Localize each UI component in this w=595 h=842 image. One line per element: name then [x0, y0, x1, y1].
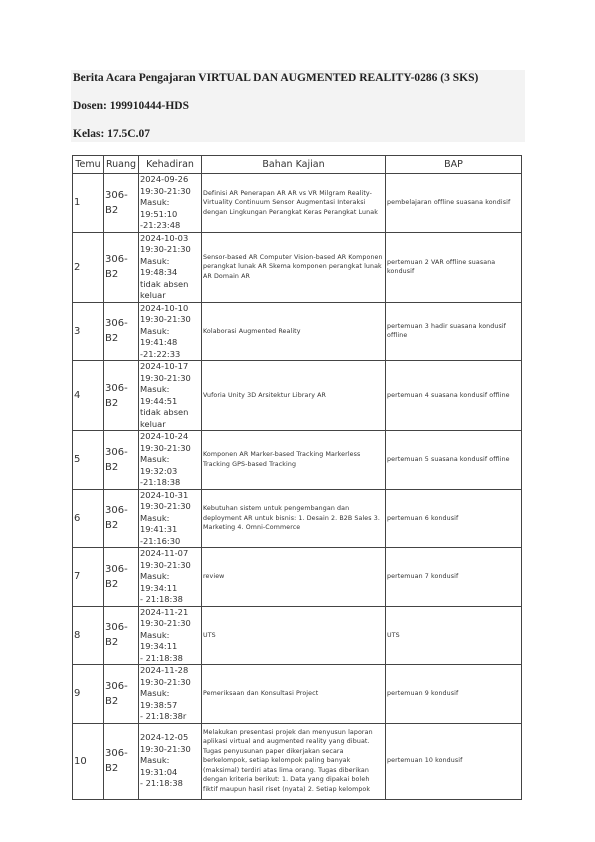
cell-kehadiran: 2024-11-28 19:30-21:30 Masuk: 19:38:57 - 21:18:38r — [139, 665, 202, 724]
cell-ruang: 306-B2 — [104, 665, 139, 724]
cell-bap: pertemuan 3 hadir suasana kondusif offline — [386, 302, 522, 361]
cell-kehadiran: 2024-11-07 19:30-21:30 Masuk: 19:34:11 - 21:18:38 — [139, 548, 202, 607]
cell-bahan-kajian: UTS — [202, 606, 386, 665]
table-row — [73, 232, 522, 302]
table-row — [73, 665, 522, 724]
cell-ruang: 306-B2 — [104, 489, 139, 548]
cell-ruang: 306-B2 — [104, 232, 139, 302]
cell-kehadiran: 2024-09-26 19:30-21:30 Masuk: 19:51:10 -21:23:48 — [139, 174, 202, 233]
cell-bap: pembelajaran offline suasana kondisif — [386, 174, 522, 233]
cell-bap: pertemuan 4 suasana kondusif offline — [386, 361, 522, 431]
cell-kehadiran: 2024-12-05 19:30-21:30 Masuk: 19:31:04 - 21:18:38 — [139, 723, 202, 799]
cell-ruang: 306-B2 — [104, 431, 139, 490]
cell-bahan-kajian: Definisi AR Penerapan AR AR vs VR Milgram Reality-Virtuality Continuum Sensor Augmentasi Interaksi dengan Lingkungan Perangkat Keras Perangkat Lunak — [202, 174, 386, 233]
cell-bap: pertemuan 7 kondusif — [386, 548, 522, 607]
class-line: Kelas: 17.5C.07 — [73, 128, 150, 140]
cell-bahan-kajian: Pemeriksaan dan Konsultasi Project — [202, 665, 386, 724]
table-row — [73, 361, 522, 431]
cell-ruang: 306-B2 — [104, 174, 139, 233]
cell-bap: pertemuan 6 kondusif — [386, 489, 522, 548]
table-row — [73, 431, 522, 490]
cell-temu: 4 — [73, 361, 104, 431]
table-row — [73, 302, 522, 361]
cell-temu: 9 — [73, 665, 104, 724]
cell-kehadiran: 2024-11-21 19:30-21:30 Masuk: 19:34:11 - 21:18:38 — [139, 606, 202, 665]
teaching-record-table — [72, 155, 522, 800]
cell-bahan-kajian: Kolaborasi Augmented Reality — [202, 302, 386, 361]
cell-ruang: 306-B2 — [104, 302, 139, 361]
lecturer-line: Dosen: 199910444-HDS — [73, 100, 189, 112]
table-row — [73, 548, 522, 607]
cell-temu: 5 — [73, 431, 104, 490]
cell-bahan-kajian: Vuforia Unity 3D Arsitektur Library AR — [202, 361, 386, 431]
column-header-kehadiran: Kehadiran — [139, 156, 202, 174]
table-header-row — [73, 156, 522, 174]
cell-bap: pertemuan 9 kondusif — [386, 665, 522, 724]
cell-kehadiran: 2024-10-31 19:30-21:30 Masuk: 19:41:31 -21:16:30 — [139, 489, 202, 548]
header-block — [71, 70, 525, 142]
column-header-bahan-kajian: Bahan Kajian — [202, 156, 386, 174]
cell-bahan-kajian: Sensor-based AR Computer Vision-based AR Komponen perangkat lunak AR Skema komponen perangkat lunak AR Domain AR — [202, 232, 386, 302]
cell-ruang: 306-B2 — [104, 606, 139, 665]
table-row — [73, 723, 522, 799]
cell-bap: pertemuan 5 suasana kondusif offline — [386, 431, 522, 490]
cell-temu: 6 — [73, 489, 104, 548]
column-header-ruang: Ruang — [104, 156, 139, 174]
table-row — [73, 174, 522, 233]
cell-kehadiran: 2024-10-03 19:30-21:30 Masuk: 19:48:34 tidak absen keluar — [139, 232, 202, 302]
cell-bap: UTS — [386, 606, 522, 665]
cell-temu: 8 — [73, 606, 104, 665]
column-header-temu: Temu — [73, 156, 104, 174]
page-title: Berita Acara Pengajaran VIRTUAL DAN AUGMENTED REALITY-0286 (3 SKS) — [73, 72, 479, 84]
cell-ruang: 306-B2 — [104, 723, 139, 799]
cell-bahan-kajian: Kebutuhan sistem untuk pengembangan dan deployment AR untuk bisnis: 1. Desain 2. B2B Sales 3. Marketing 4. Omni-Commerce — [202, 489, 386, 548]
cell-bahan-kajian: Komponen AR Marker-based Tracking Markerless Tracking GPS-based Tracking — [202, 431, 386, 490]
cell-temu: 3 — [73, 302, 104, 361]
table-row — [73, 606, 522, 665]
cell-bahan-kajian: Melakukan presentasi projek dan menyusun laporan aplikasi virtual and augmented reality yang dibuat. Tugas penyusunan paper dikerjakan secara berkelompok, setiap kelompok paling banyak (maksimal) terdiri atas lima orang. Tugas diberikan dengan kriteria berikut: 1. Data yang dipakai boleh fiktif maupun hasil riset (nyata) 2. Setiap kelompok — [202, 723, 386, 799]
cell-bap: pertemuan 2 VAR offline suasana kondusif — [386, 232, 522, 302]
cell-ruang: 306-B2 — [104, 361, 139, 431]
column-header-bap: BAP — [386, 156, 522, 174]
cell-kehadiran: 2024-10-17 19:30-21:30 Masuk: 19:44:51 tidak absen keluar — [139, 361, 202, 431]
table-row — [73, 489, 522, 548]
cell-bap: pertemuan 10 kondusif — [386, 723, 522, 799]
cell-temu: 7 — [73, 548, 104, 607]
cell-temu: 2 — [73, 232, 104, 302]
cell-kehadiran: 2024-10-24 19:30-21:30 Masuk: 19:32:03 -21:18:38 — [139, 431, 202, 490]
cell-kehadiran: 2024-10-10 19:30-21:30 Masuk: 19:41:48 -21:22:33 — [139, 302, 202, 361]
cell-ruang: 306-B2 — [104, 548, 139, 607]
cell-temu: 1 — [73, 174, 104, 233]
cell-temu: 10 — [73, 723, 104, 799]
cell-bahan-kajian: review — [202, 548, 386, 607]
